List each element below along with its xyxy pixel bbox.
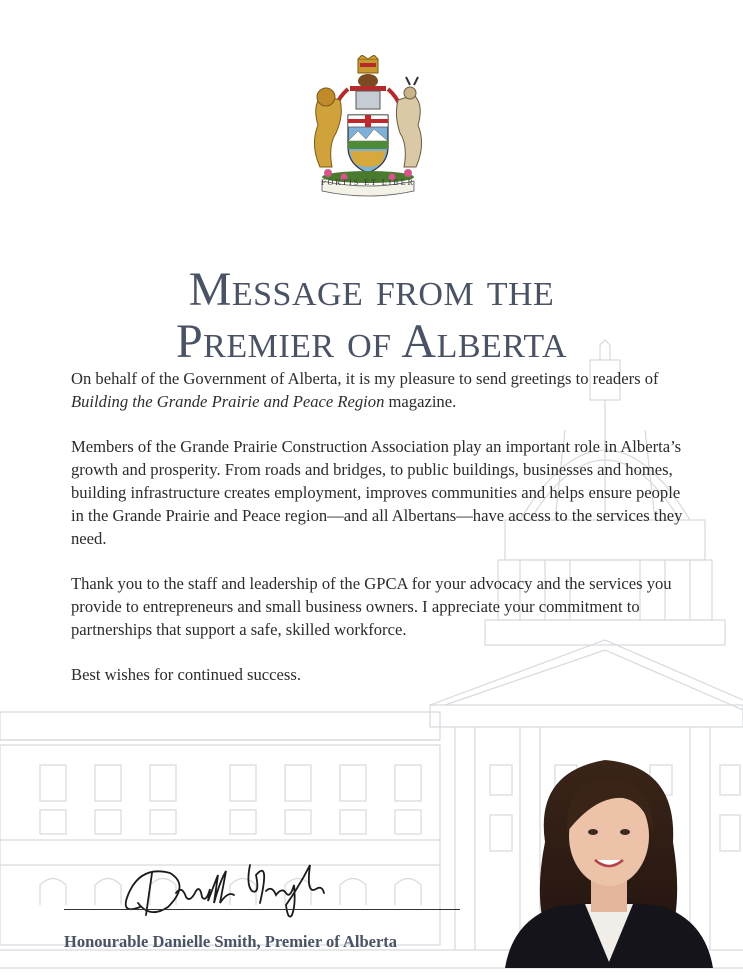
crest-motto: FORTIS ET LIBER	[321, 178, 415, 187]
message-body	[71, 367, 683, 708]
title-line-2: Premier of Alberta	[175, 315, 568, 369]
paragraph-1-end: magazine.	[384, 392, 457, 411]
signature-line	[64, 909, 460, 910]
magazine-title: Building the Grande Prairie and Peace Region	[71, 392, 385, 411]
paragraph-1-start: On behalf of the Government of Alberta, it is my pleasure to send greetings to readers of	[71, 369, 659, 388]
premier-portrait-photo	[505, 752, 713, 968]
title-line-1: Message from the	[188, 263, 555, 317]
paragraph-4: Best wishes for continued success.	[71, 665, 301, 684]
page-title	[0, 264, 743, 368]
paragraph-2: Members of the Grande Prairie Construction Association play an important role in Alberta’s growth and prosperity. From roads and bridges, to public buildings, businesses and homes, building infrastructure creates employment, improves communities and helps ensure people in the Grande Prairie and Peace region—and all Albertans—have access to the services they need.	[71, 437, 683, 548]
handwritten-signature	[110, 845, 340, 923]
paragraph-1	[71, 367, 683, 413]
paragraph-3: Thank you to the staff and leadership of the GPCA for your advocacy and the services you provide to entrepreneurs and small business owners. I appreciate your commitment to partnerships that support a safe, skilled workforce.	[71, 574, 672, 639]
signature-caption: Honourable Danielle Smith, Premier of Alberta	[64, 932, 398, 951]
